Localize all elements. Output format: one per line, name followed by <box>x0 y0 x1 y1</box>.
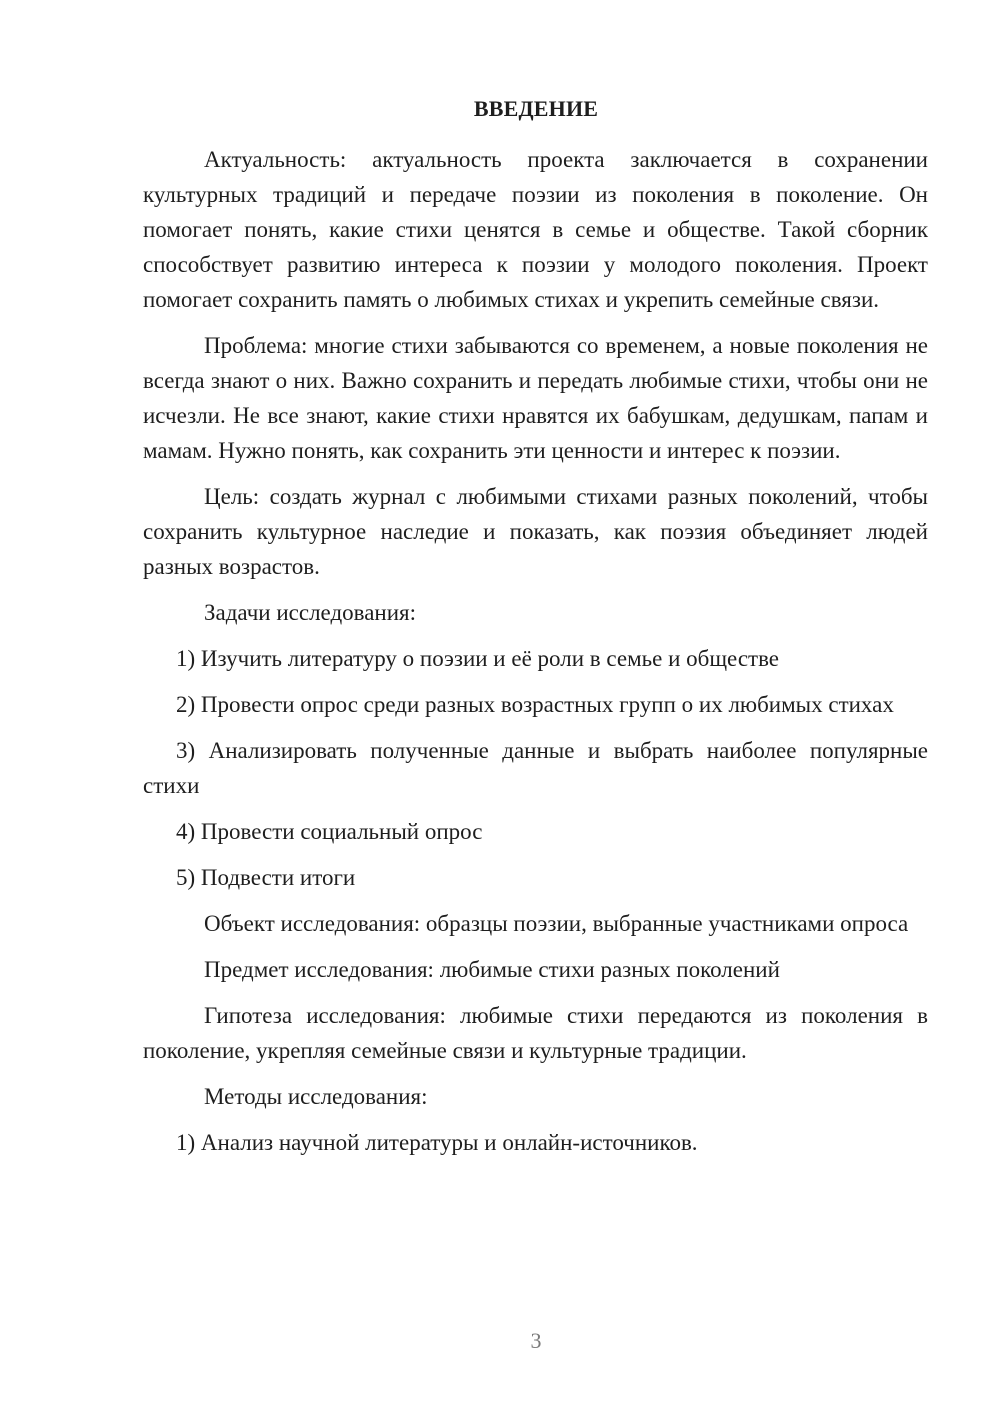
object-paragraph: Объект исследования: образцы поэзии, выбранные участниками опроса <box>204 911 909 936</box>
problem-paragraph: Проблема: многие стихи забываются со временем, а новые поколения не всегда знают о них. Важно сохранить и передать любимые стихи, чтобы они не исчезли. Не все знают, какие стихи нравятся их бабушкам, дедушкам, папам и мамам. Нужно понять, как сохранить эти ценности и интерес к поэзии. <box>143 333 928 463</box>
subject-paragraph: Предмет исследования: любимые стихи разных поколений <box>204 957 780 982</box>
methods-heading: Методы исследования: <box>204 1084 428 1109</box>
method-item: 1) Анализ научной литературы и онлайн-источников. <box>176 1130 698 1155</box>
task-item: 4) Провести социальный опрос <box>176 819 483 844</box>
task-item: 2) Провести опрос среди разных возрастных групп о их любимых стихах <box>176 692 894 717</box>
page-number: 3 <box>530 1328 542 1353</box>
hypothesis-paragraph: Гипотеза исследования: любимые стихи передаются из поколения в поколение, укрепляя семейные связи и культурные традиции. <box>143 1003 928 1063</box>
relevance-paragraph: Актуальность: актуальность проекта заключается в сохранении культурных традиций и передаче поэзии из поколения в поколение. Он помогает понять, какие стихи ценятся в семье и обществе. Такой сборник способствует развитию интереса к поэзии у молодого поколения. Проект помогает сохранить память о любимых стихах и укрепить семейные связи. <box>143 147 928 312</box>
task-item: 3) Анализировать полученные данные и выбрать наиболее популярные стихи <box>143 738 928 798</box>
tasks-heading: Задачи исследования: <box>204 600 417 625</box>
task-item: 1) Изучить литературу о поэзии и её роли в семье и обществе <box>176 646 780 671</box>
page-title: ВВЕДЕНИЕ <box>473 96 599 121</box>
goal-paragraph: Цель: создать журнал с любимыми стихами разных поколений, чтобы сохранить культурное наследие и показать, как поэзия объединяет людей разных возрастов. <box>143 484 928 579</box>
task-item: 5) Подвести итоги <box>176 865 356 890</box>
page-body <box>143 142 928 1160</box>
